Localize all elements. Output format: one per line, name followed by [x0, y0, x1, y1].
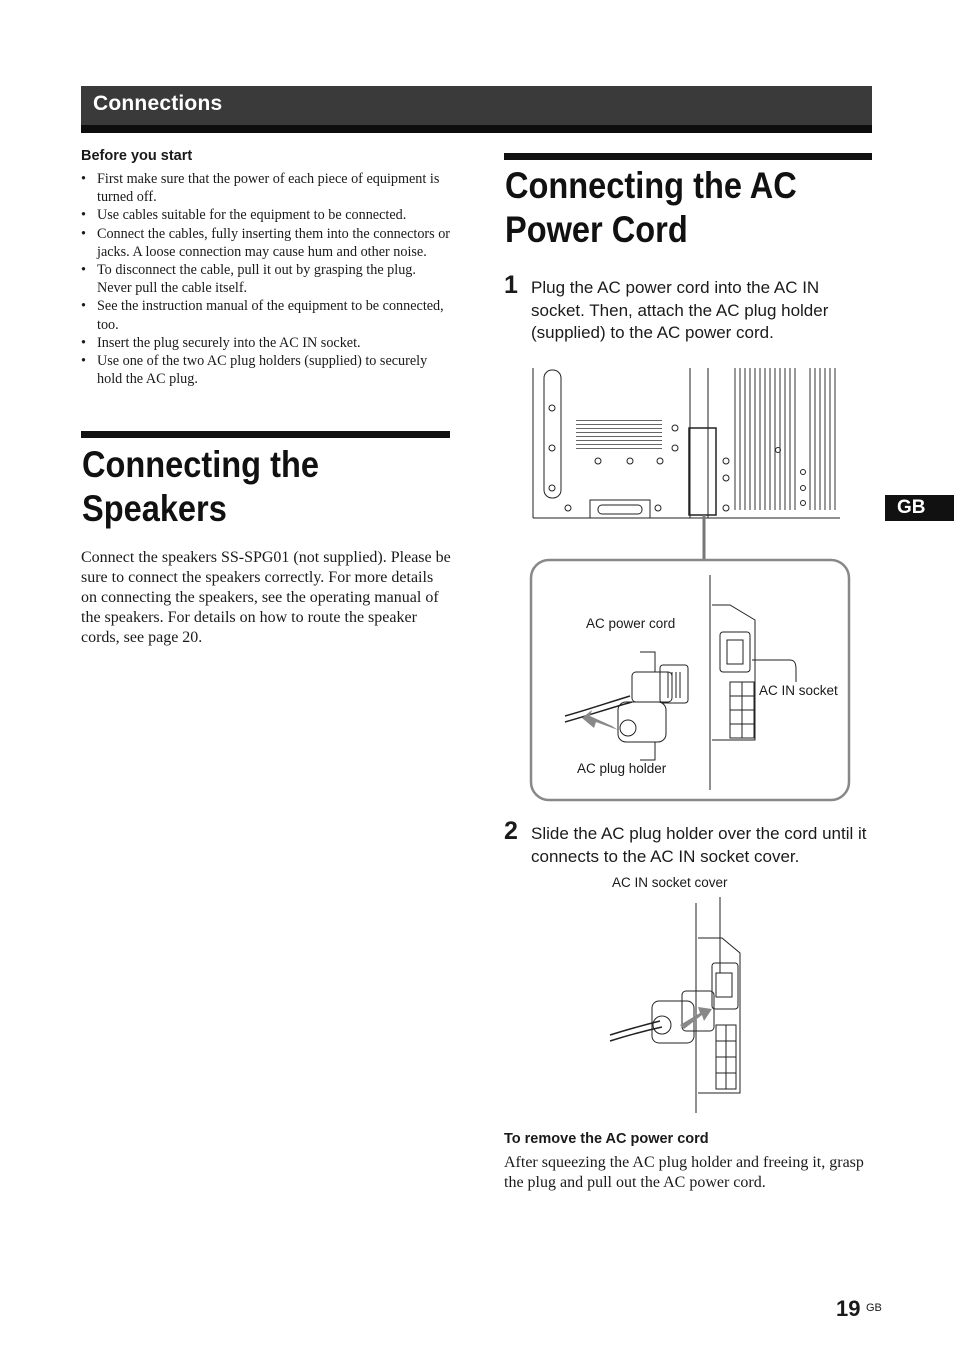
step2-number: 2 — [504, 817, 518, 845]
speakers-body: Connect the speakers SS-SPG01 (not supplied). Please be sure to connect the speakers correctly. For more details on connecting the speakers, see the operating manual of the speakers. For details on how to route the speaker cords, see page 20. — [81, 549, 451, 646]
list-item: • Connect the cables, fully inserting them into the connectors or jacks. A loose connection may cause hum and other noise. — [81, 225, 451, 261]
speakers-heading-line1: Connecting the — [82, 444, 319, 485]
list-item: • Use one of the two AC plug holders (supplied) to securely hold the AC plug. — [81, 352, 451, 388]
list-item: • To disconnect the cable, pull it out by grasping the plug. Never pull the cable itself. — [81, 261, 451, 297]
list-item: • Use cables suitable for the equipment to be connected. — [81, 206, 451, 224]
remove-body: After squeezing the AC plug holder and freeing it, grasp the plug and pull out the AC power cord. — [504, 1154, 864, 1191]
ac-heading-line2: Power Cord — [505, 209, 688, 250]
remove-title: To remove the AC power cord — [504, 1131, 709, 1147]
label-ac-plug-holder: AC plug holder — [577, 761, 667, 776]
speakers-heading-line2: Speakers — [82, 488, 227, 529]
page-number: 19 — [836, 1296, 861, 1321]
label-ac-in-socket: AC IN socket — [759, 683, 838, 698]
step1-text: Plug the AC power cord into the AC IN socket. Then, attach the AC plug holder (supplied) to the AC power cord. — [531, 278, 829, 342]
list-item: • First make sure that the power of each piece of equipment is turned off. — [81, 170, 451, 206]
step2-text: Slide the AC plug holder over the cord until it connects to the AC IN socket cover. — [531, 824, 867, 866]
label-ac-in-socket-cover: AC IN socket cover — [612, 875, 728, 890]
list-item: • Insert the plug securely into the AC IN socket. — [81, 334, 451, 352]
figure-rear-panel — [520, 360, 860, 810]
label-ac-power-cord: AC power cord — [586, 616, 676, 631]
before-you-start-title: Before you start — [81, 148, 193, 164]
ac-heading-rule — [504, 153, 872, 160]
list-item: • See the instruction manual of the equipment to be connected, too. — [81, 297, 451, 333]
figure-slide-holder — [604, 893, 754, 1123]
step1-number: 1 — [504, 271, 518, 299]
before-you-start-list — [81, 170, 451, 388]
ac-heading-line1: Connecting the AC — [505, 165, 797, 206]
page-number-suffix: GB — [866, 1302, 882, 1314]
speakers-heading-rule — [81, 431, 450, 438]
section-header-bar — [81, 86, 872, 133]
language-tab-label: GB — [897, 497, 926, 518]
section-title: Connections — [93, 92, 223, 115]
language-tab — [885, 495, 954, 521]
